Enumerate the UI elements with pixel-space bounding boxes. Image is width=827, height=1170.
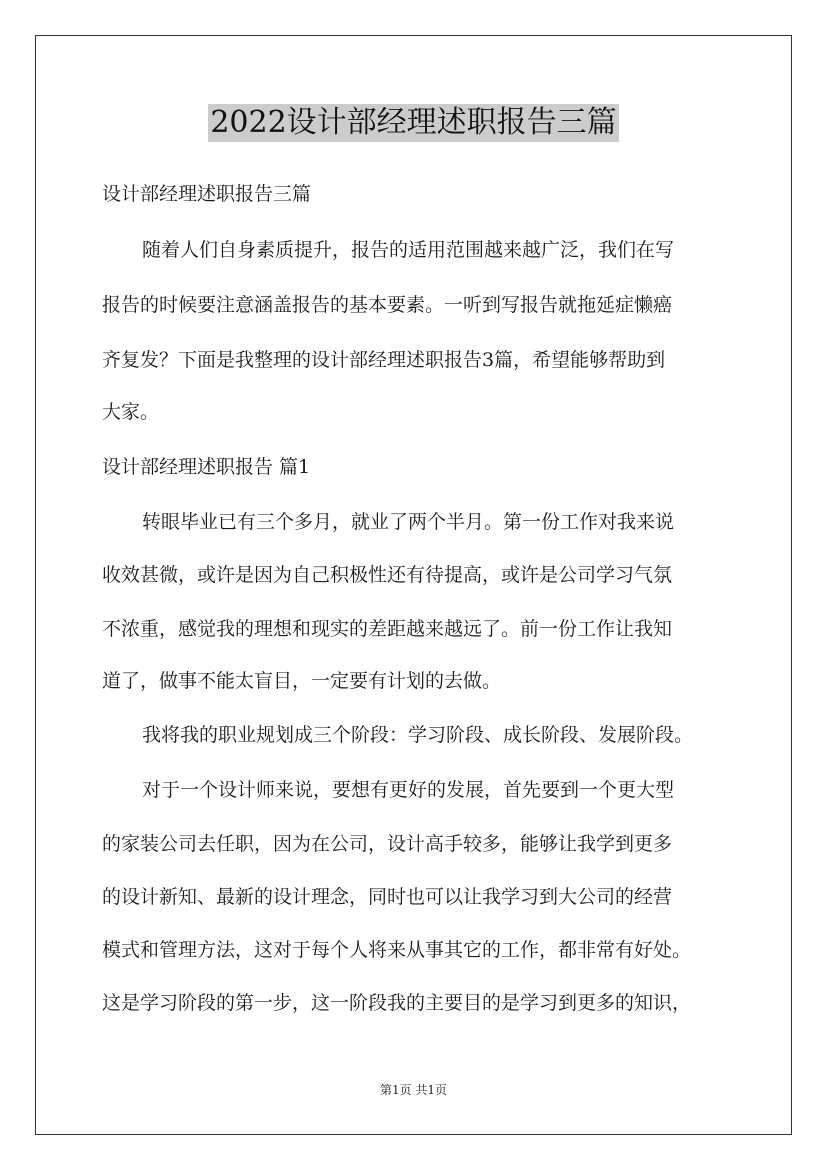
- paragraph-line: 收效甚微，或许是因为自己积极性还有待提高，或许是公司学习气氛: [102, 564, 673, 586]
- paragraph-line: 大家。: [102, 401, 160, 423]
- paragraph-line: 对于一个设计师来说，要想有更好的发展，首先要到一个更大型: [142, 779, 675, 801]
- subtitle-line: 设计部经理述职报告三篇: [102, 183, 312, 205]
- paragraph-line: 道了，做事不能太盲目，一定要有计划的去做。: [102, 670, 502, 692]
- paragraph-line: 模式和管理方法，这对于每个人将来从事其它的工作，都非常有好处。: [102, 939, 692, 961]
- paragraph-line: 的家装公司去任职，因为在公司，设计高手较多，能够让我学到更多: [102, 833, 673, 855]
- paragraph-line: 我将我的职业规划成三个阶段：学习阶段、成长阶段、发展阶段。: [142, 724, 694, 746]
- page-footer: 第1页 共1页: [379, 1083, 448, 1097]
- paragraph-line: 不浓重，感觉我的理想和现实的差距越来越远了。前一份工作让我知: [102, 618, 673, 640]
- paragraph-line: 的设计新知、最新的设计理念，同时也可以让我学习到大公司的经营: [102, 886, 673, 908]
- title-container: [0, 104, 827, 142]
- document-title: 2022设计部经理述职报告三篇: [210, 105, 617, 140]
- section-heading: 设计部经理述职报告 篇1: [102, 456, 311, 478]
- paragraph-line: 转眼毕业已有三个多月，就业了两个半月。第一份工作对我来说: [142, 511, 675, 533]
- paragraph-line: 报告的时候要注意涵盖报告的基本要素。一听到写报告就拖延症懒癌: [102, 294, 673, 316]
- paragraph-line: 齐复发？下面是我整理的设计部经理述职报告3篇，希望能够帮助到: [102, 349, 666, 371]
- paragraph-line: 这是学习阶段的第一步，这一阶段我的主要目的是学习到更多的知识，: [102, 992, 692, 1014]
- paragraph-line: 随着人们自身素质提升，报告的适用范围越来越广泛，我们在写: [142, 239, 675, 261]
